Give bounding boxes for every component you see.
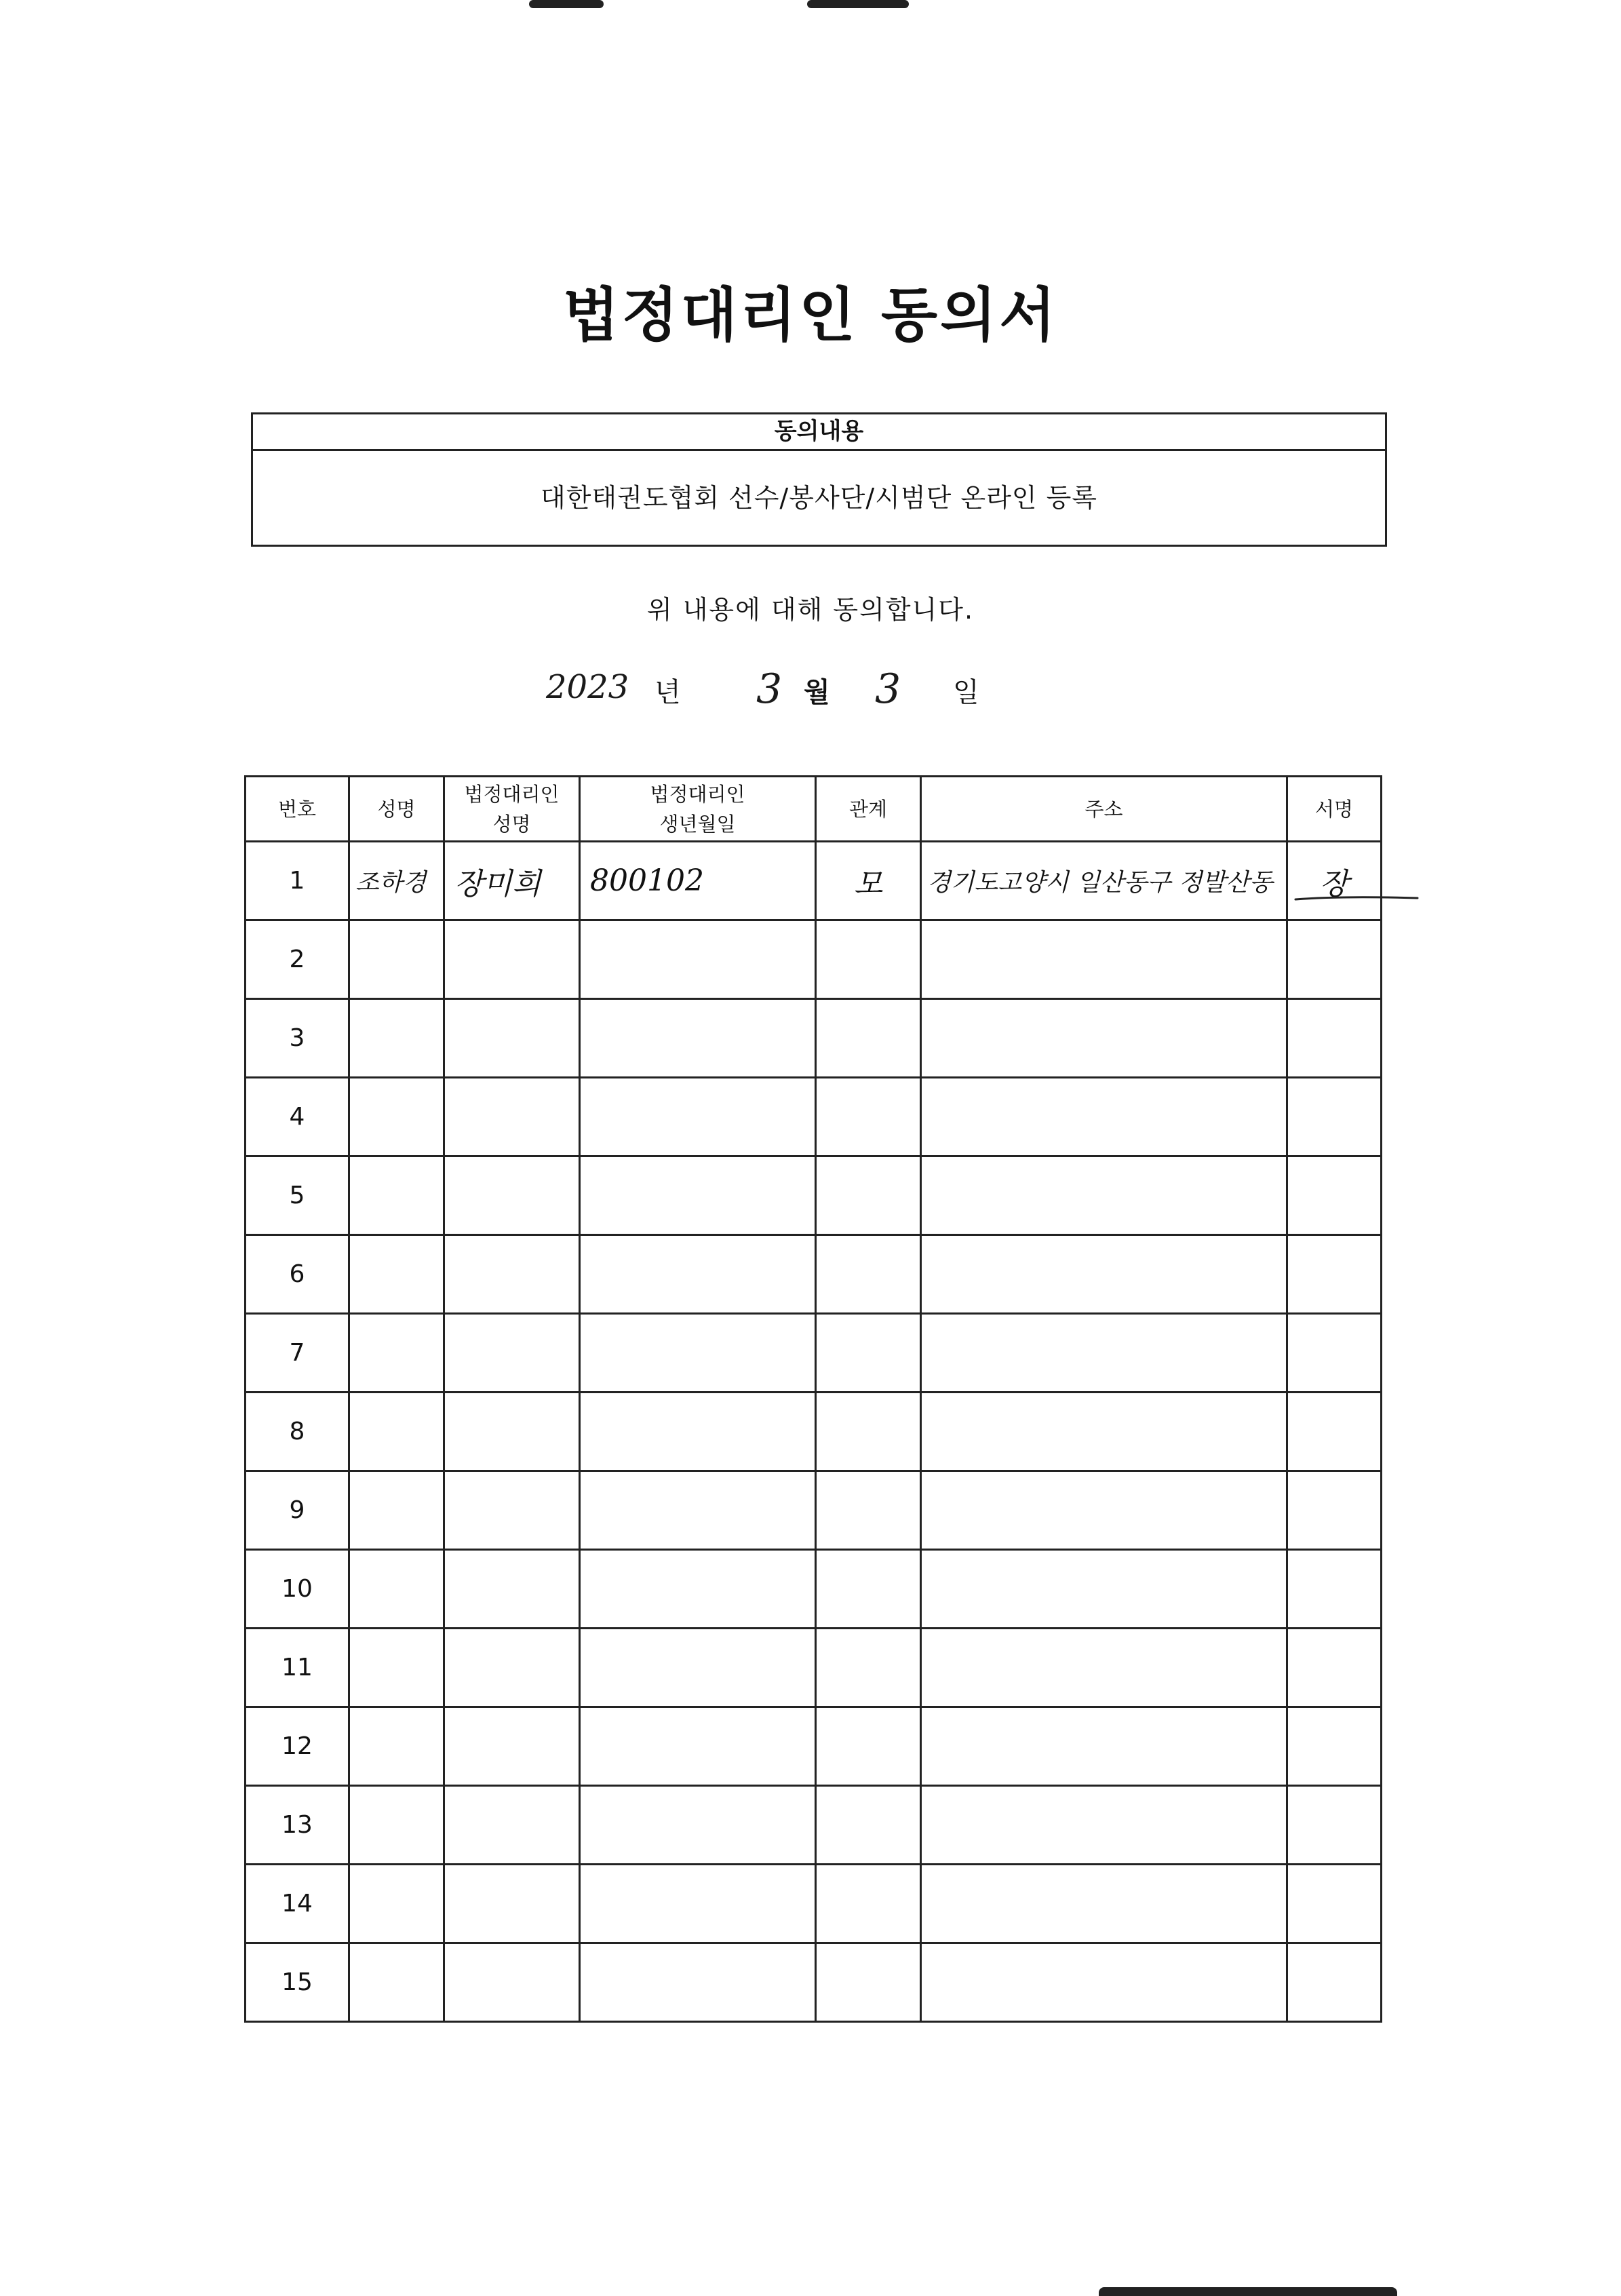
cell-relation [816, 1393, 921, 1471]
cell-name [349, 1550, 444, 1629]
table-row [246, 1629, 1382, 1707]
cell-name [349, 1078, 444, 1156]
cell-signature [1287, 1314, 1382, 1393]
date-day-handwritten: 3 [875, 665, 901, 713]
cell-guardian-birth [580, 999, 816, 1078]
table-row [246, 1393, 1382, 1471]
cell-name [349, 920, 444, 999]
cell-relation [816, 1314, 921, 1393]
cell-guardian-name [444, 1156, 580, 1235]
cell-address: 경기도고양시 일산동구 정발산동 [921, 842, 1287, 920]
header-name: 성명 [349, 777, 444, 842]
cell-guardian-name: 장미희 [444, 842, 580, 920]
cell-guardian-birth [580, 1550, 816, 1629]
table-row [246, 1865, 1382, 1943]
cell-no: 7 [246, 1314, 349, 1393]
table-row [246, 842, 1382, 920]
cell-address [921, 1865, 1287, 1943]
cell-address [921, 1471, 1287, 1550]
signature-stroke [1289, 883, 1424, 924]
cell-address [921, 1786, 1287, 1865]
cell-relation [816, 1629, 921, 1707]
header-guardian-name [444, 777, 580, 842]
cell-signature [1287, 999, 1382, 1078]
cell-guardian-birth [580, 1314, 816, 1393]
cell-relation [816, 1550, 921, 1629]
scan-edge-mark [807, 0, 909, 8]
cell-guardian-birth [580, 1707, 816, 1786]
cell-guardian-birth [580, 920, 816, 999]
scan-edge-mark [529, 0, 604, 8]
cell-guardian-name [444, 1707, 580, 1786]
cell-name [349, 1865, 444, 1943]
cell-address [921, 1707, 1287, 1786]
cell-name [349, 1471, 444, 1550]
date-day-label: 일 [953, 677, 979, 708]
cell-no: 15 [246, 1943, 349, 2022]
table-row [246, 920, 1382, 999]
date-line [0, 665, 1621, 722]
cell-address [921, 1156, 1287, 1235]
header-guardian-name-line2: 성명 [492, 812, 531, 836]
cell-relation [816, 1865, 921, 1943]
cell-no: 14 [246, 1865, 349, 1943]
cell-signature [1287, 1393, 1382, 1471]
cell-relation [816, 1786, 921, 1865]
cell-address [921, 1550, 1287, 1629]
table-row [246, 1078, 1382, 1156]
cell-no: 3 [246, 999, 349, 1078]
table-row [246, 1471, 1382, 1550]
cell-guardian-birth [580, 1078, 816, 1156]
cell-guardian-birth [580, 1943, 816, 2022]
cell-no: 8 [246, 1393, 349, 1471]
table-row [246, 1314, 1382, 1393]
cell-no: 9 [246, 1471, 349, 1550]
cell-name [349, 1393, 444, 1471]
cell-guardian-birth [580, 1235, 816, 1314]
cell-name: 조하경 [349, 842, 444, 920]
header-guardian-birth-line2: 생년월일 [659, 812, 736, 836]
date-month-handwritten: 3 [756, 665, 783, 713]
cell-guardian-name [444, 999, 580, 1078]
cell-name [349, 1943, 444, 2022]
cell-no: 1 [246, 842, 349, 920]
cell-signature [1287, 1156, 1382, 1235]
cell-relation [816, 1943, 921, 2022]
cell-guardian-name [444, 1393, 580, 1471]
cell-guardian-birth: 800102 [580, 842, 816, 920]
cell-address [921, 1393, 1287, 1471]
cell-guardian-name [444, 1865, 580, 1943]
scan-edge-mark [1099, 2287, 1397, 2296]
cell-relation [816, 920, 921, 999]
cell-address [921, 1629, 1287, 1707]
cell-address [921, 920, 1287, 999]
cell-guardian-birth [580, 1865, 816, 1943]
cell-guardian-birth [580, 1629, 816, 1707]
cell-signature [1287, 1865, 1382, 1943]
header-guardian-birth-line1: 법정대리인 [650, 782, 745, 806]
cell-signature [1287, 1786, 1382, 1865]
cell-relation [816, 1078, 921, 1156]
table-row [246, 1707, 1382, 1786]
date-month-label: 월 [804, 677, 830, 708]
cell-guardian-name [444, 1943, 580, 2022]
cell-guardian-birth [580, 1471, 816, 1550]
table-row [246, 999, 1382, 1078]
table-header-row [246, 777, 1382, 842]
cell-signature [1287, 1471, 1382, 1550]
header-guardian-birth [580, 777, 816, 842]
cell-no: 12 [246, 1707, 349, 1786]
table-row [246, 1550, 1382, 1629]
cell-no: 6 [246, 1235, 349, 1314]
cell-address [921, 1943, 1287, 2022]
cell-guardian-name [444, 1235, 580, 1314]
cell-address [921, 1078, 1287, 1156]
date-year-handwritten: 2023 [546, 668, 629, 706]
cell-relation [816, 1156, 921, 1235]
cell-signature [1287, 1629, 1382, 1707]
cell-relation [816, 1471, 921, 1550]
header-address: 주소 [921, 777, 1287, 842]
cell-guardian-name [444, 1314, 580, 1393]
cell-signature: 장 [1287, 842, 1382, 920]
cell-relation [816, 999, 921, 1078]
cell-signature [1287, 1235, 1382, 1314]
cell-signature [1287, 1943, 1382, 2022]
cell-guardian-name [444, 920, 580, 999]
cell-guardian-birth [580, 1393, 816, 1471]
cell-name [349, 1629, 444, 1707]
table-row [246, 1786, 1382, 1865]
cell-guardian-name [444, 1078, 580, 1156]
table-row [246, 1943, 1382, 2022]
cell-no: 13 [246, 1786, 349, 1865]
cell-signature [1287, 1707, 1382, 1786]
cell-address [921, 999, 1287, 1078]
header-guardian-name-line1: 법정대리인 [464, 782, 560, 806]
cell-guardian-name [444, 1629, 580, 1707]
table-row [246, 1156, 1382, 1235]
table-row [246, 1235, 1382, 1314]
consent-header: 동의내용 [253, 414, 1385, 451]
cell-signature [1287, 920, 1382, 999]
cell-address [921, 1314, 1287, 1393]
cell-relation [816, 1707, 921, 1786]
cell-name [349, 1786, 444, 1865]
cell-relation [816, 1235, 921, 1314]
consent-box [251, 412, 1387, 547]
cell-name [349, 1707, 444, 1786]
header-no: 번호 [246, 777, 349, 842]
cell-name [349, 1314, 444, 1393]
document-title: 법정대리인 동의서 [562, 281, 1059, 349]
cell-guardian-birth [580, 1786, 816, 1865]
cell-name [349, 1156, 444, 1235]
cell-name [349, 999, 444, 1078]
header-relation: 관계 [816, 777, 921, 842]
cell-guardian-name [444, 1786, 580, 1865]
cell-guardian-birth [580, 1156, 816, 1235]
cell-no: 2 [246, 920, 349, 999]
cell-guardian-name [444, 1550, 580, 1629]
agree-statement: 위 내용에 대해 동의합니다. [646, 595, 975, 625]
guardian-roster-table [244, 775, 1382, 2023]
cell-relation: 모 [816, 842, 921, 920]
cell-no: 5 [246, 1156, 349, 1235]
cell-signature [1287, 1078, 1382, 1156]
cell-no: 10 [246, 1550, 349, 1629]
cell-signature [1287, 1550, 1382, 1629]
date-year-label: 년 [655, 677, 681, 708]
cell-guardian-name [444, 1471, 580, 1550]
consent-content: 대한태권도협회 선수/봉사단/시범단 온라인 등록 [540, 483, 1097, 513]
cell-no: 11 [246, 1629, 349, 1707]
cell-address [921, 1235, 1287, 1314]
cell-name [349, 1235, 444, 1314]
header-signature: 서명 [1287, 777, 1382, 842]
cell-no: 4 [246, 1078, 349, 1156]
